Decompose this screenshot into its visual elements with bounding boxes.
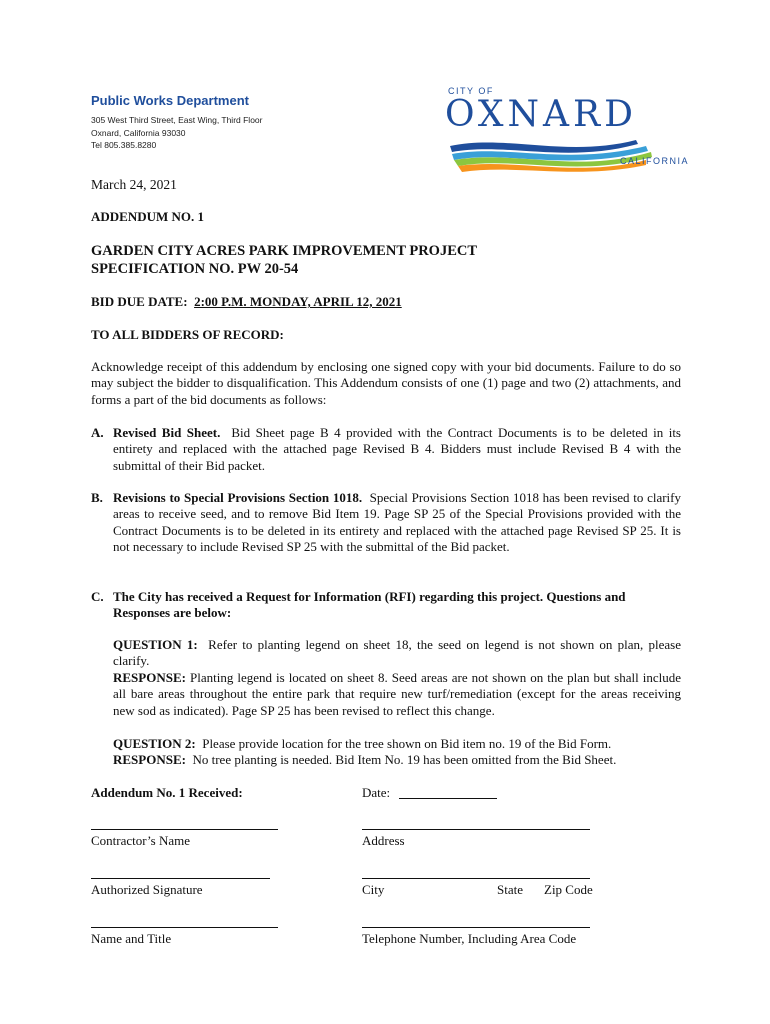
item-a-text: Bid Sheet page B 4 provided with the Contract Documents is to be deleted in its entirety and replaced with the attached page Revised B 4. Bidders must include Revised B 4 with the submittal of their Bid packet. xyxy=(113,425,681,473)
response-2-text: No tree planting is needed. Bid Item No. 19 has been omitted from the Bid Sheet. xyxy=(192,752,617,767)
question-1-text: Refer to planting legend on sheet 18, the seed on legend is not shown on plan, please clarify. xyxy=(113,637,682,669)
project-title-line-2: SPECIFICATION NO. PW 20-54 xyxy=(91,261,299,277)
response-2-label: RESPONSE: xyxy=(113,752,186,767)
to-all-bidders: TO ALL BIDDERS OF RECORD: xyxy=(91,327,284,342)
address-line-2: Oxnard, California 93030 xyxy=(91,127,186,138)
addendum-title: ADDENDUM NO. 1 xyxy=(91,209,205,224)
addendum-received-label: Addendum No. 1 Received: xyxy=(91,785,243,800)
logo-state: CALIFORNIA xyxy=(620,156,690,166)
date-label: Date: xyxy=(362,785,391,800)
telephone-field[interactable] xyxy=(362,927,590,928)
intro-paragraph: Acknowledge receipt of this addendum by enclosing one signed copy with your bid documents. Failure to do so may subject the bidder to disqualification. This Addendum consists of one (1) page and two (2) attachments, and forms a part of the bid documents as follows: xyxy=(91,359,681,407)
name-and-title-label: Name and Title xyxy=(91,931,172,946)
item-b-heading: Revisions to Special Provisions Section 1018. xyxy=(113,490,363,505)
contractor-name-label: Contractor’s Name xyxy=(91,833,191,848)
address-label: Address xyxy=(362,833,405,848)
city-of-oxnard-logo xyxy=(440,84,700,184)
authorized-signature-label: Authorized Signature xyxy=(91,882,203,897)
zip-code-label: Zip Code xyxy=(544,882,593,897)
bid-due-value: 2:00 P.M. MONDAY, APRIL 12, 2021 xyxy=(194,294,402,309)
contractor-name-field[interactable] xyxy=(91,829,278,830)
city-state-zip-field[interactable] xyxy=(362,878,590,879)
response-1-label: RESPONSE: xyxy=(113,670,186,685)
item-a-heading: Revised Bid Sheet. xyxy=(113,425,221,440)
authorized-signature-field[interactable] xyxy=(91,878,270,879)
item-c-letter: C. xyxy=(91,589,104,604)
date-field[interactable] xyxy=(399,798,497,799)
address-field[interactable] xyxy=(362,829,590,830)
response-2 xyxy=(113,752,681,768)
logo-name: OXNARD xyxy=(445,94,637,135)
item-b xyxy=(113,490,681,555)
name-and-title-field[interactable] xyxy=(91,927,278,928)
item-b-letter: B. xyxy=(91,490,103,505)
telephone-label: Telephone Number, Including Area Code xyxy=(362,931,577,946)
item-a xyxy=(113,425,681,474)
response-1 xyxy=(113,670,681,719)
document-date: March 24, 2021 xyxy=(91,177,177,192)
question-2-label: QUESTION 2: xyxy=(113,736,196,751)
state-label: State xyxy=(497,882,523,897)
phone-number: Tel 805.385.8280 xyxy=(91,140,157,150)
department-name: Public Works Department xyxy=(91,93,249,108)
question-1-label: QUESTION 1: xyxy=(113,637,198,652)
department-address xyxy=(91,114,263,152)
project-title-line-1: GARDEN CITY ACRES PARK IMPROVEMENT PROJECT xyxy=(91,243,478,259)
address-line-1: 305 West Third Street, East Wing, Third Floor xyxy=(91,115,263,125)
response-1-text: Planting legend is located on sheet 8. Seed areas are not shown on the plan but shall include all bare areas throughout the entire park that require new turf/remediation (except for the areas receiving new sod as indicated). Page SP 25 has been revised to reflect this change. xyxy=(113,670,681,718)
logo-city-of: CITY OF xyxy=(448,86,494,96)
bid-due-date xyxy=(91,294,402,310)
city-label: City xyxy=(362,882,385,897)
item-b-text: Special Provisions Section 1018 has been revised to clarify areas to receive seed, and to remove Bid Item 19. Page SP 25 of the Special Provisions provided with the Contract Documents is to be deleted in its entirety and replaced with the attached page Revised SP 25. It is not necessary to include Revised SP 25 with the submittal of the Bid packet. xyxy=(113,490,682,554)
question-1 xyxy=(113,637,681,670)
question-2-text: Please provide location for the tree shown on Bid item no. 19 of the Bid Form. xyxy=(202,736,612,751)
item-a-letter: A. xyxy=(91,425,104,440)
question-2 xyxy=(113,736,681,752)
item-c-heading: The City has received a Request for Information (RFI) regarding this project. Questions and Responses are below: xyxy=(113,589,626,621)
bid-due-label: BID DUE DATE: xyxy=(91,294,188,309)
